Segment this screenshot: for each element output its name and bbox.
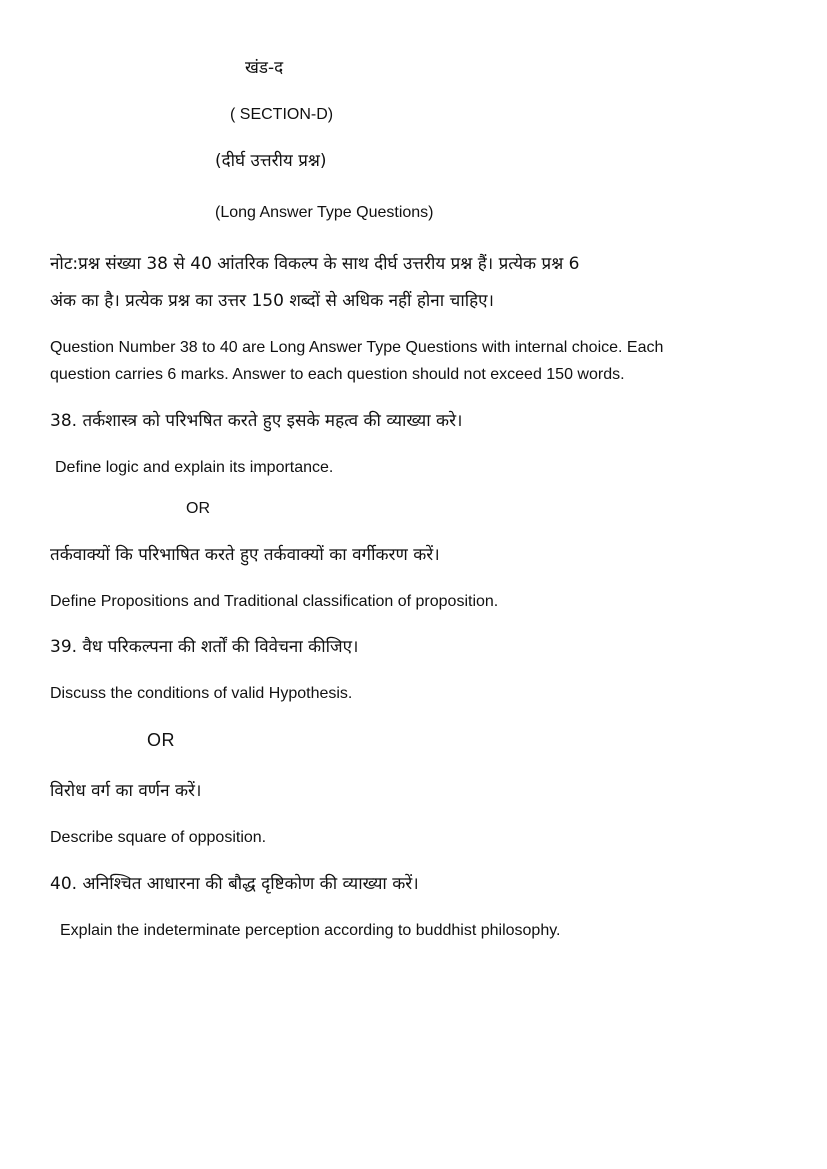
- question-40-hindi: 40. अनिश्चित आधारना की बौद्ध दृष्टिकोण की व्याख्या करें।: [50, 874, 419, 894]
- question-38-hindi: 38. तर्कशास्त्र को परिभषित करते हुए इसके महत्व की व्याख्या करे।: [50, 411, 463, 431]
- question-39-alt-hindi: विरोध वर्ग का वर्णन करें।: [50, 781, 202, 801]
- question-type-english: (Long Answer Type Questions): [215, 204, 434, 221]
- question-39-alt-english: Describe square of opposition.: [50, 829, 267, 846]
- note-hindi-line-1: नोट:प्रश्न संख्या 38 से 40 आंतरिक विकल्प के साथ दीर्घ उत्तरीय प्रश्न हैं। प्रत्येक प्रश्न 6: [50, 254, 580, 274]
- question-38-alt-hindi: तर्कवाक्यों कि परिभाषित करते हुए तर्कवाक्यों का वर्गीकरण करें।: [50, 545, 440, 565]
- note-hindi-line-2: अंक का है। प्रत्येक प्रश्न का उत्तर 150 शब्दों से अधिक नहीं होना चाहिए।: [50, 291, 495, 311]
- note-english-line-2: question carries 6 marks. Answer to each question should not exceed 150 words.: [50, 366, 625, 383]
- question-39-english: Discuss the conditions of valid Hypothesis.: [50, 685, 353, 702]
- question-39-hindi: 39. वैध परिकल्पना की शर्तों की विवेचना कीजिए।: [50, 637, 359, 657]
- question-38-alt-english: Define Propositions and Traditional classification of proposition.: [50, 593, 499, 610]
- note-english-line-1: Question Number 38 to 40 are Long Answer Type Questions with internal choice. Each: [50, 339, 664, 356]
- question-type-hindi: (दीर्घ उत्तरीय प्रश्न): [215, 151, 327, 171]
- question-38-english: Define logic and explain its importance.: [55, 459, 334, 476]
- question-38-or: OR: [186, 500, 210, 517]
- section-title-hindi: खंड-द: [245, 58, 284, 78]
- question-39-or: OR: [147, 730, 175, 750]
- question-40-english: Explain the indeterminate perception according to buddhist philosophy.: [60, 922, 561, 939]
- section-title-english: ( SECTION-D): [230, 106, 334, 123]
